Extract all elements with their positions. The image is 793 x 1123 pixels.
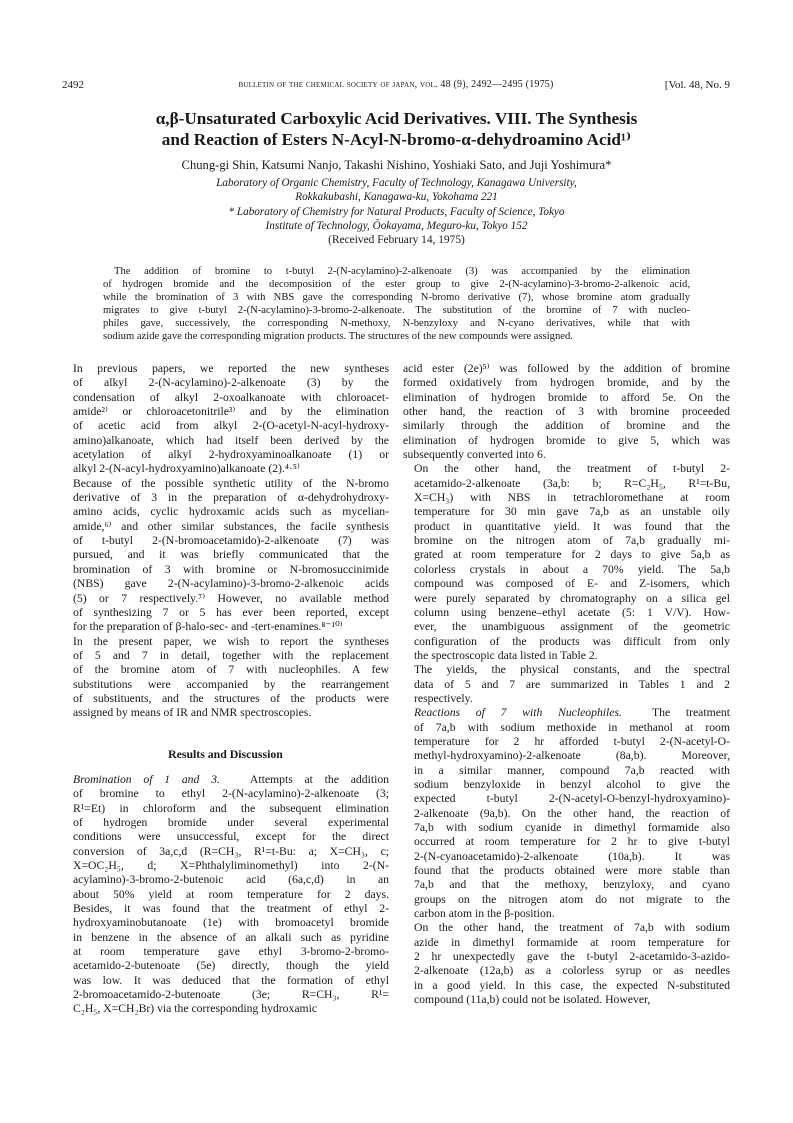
text-line: product in quantitative yield. It was found that the xyxy=(414,519,730,533)
text-line: were purely separated by chromatography on a silica gel xyxy=(414,591,730,605)
text-line: On the other hand, the treatment of 7a,b with sodium xyxy=(414,921,730,935)
text-line: of acetic acid from alkyl 2-(O-acetyl-N-acyl-hydroxy- xyxy=(73,419,389,433)
text-line: R¹=Et) in chloroform and the subsequent elimination xyxy=(73,801,389,815)
title-line-2: and Reaction of Esters N-Acyl-N-bromo-α-dehydroamino Acid¹⁾ xyxy=(161,130,632,149)
text-line: of substituents, and the structures of the products were xyxy=(73,691,389,705)
text-line: In previous papers, we reported the new syntheses xyxy=(73,362,389,375)
text-line: substitutions were accompanied by the rearrangement xyxy=(73,677,389,691)
affiliation-line: Institute of Technology, Ōokayama, Meguro-ku, Tokyo 152 xyxy=(265,220,528,232)
article-title xyxy=(70,108,723,150)
text-line: X=OC₂H₅, d; X=Phthalyliminomethyl) into 2-(N- xyxy=(73,859,389,872)
text-line: (NBS) gave 2-(N-acylamino)-3-bromo-2-alkenoic acids xyxy=(73,577,389,591)
text-line: of alkyl 2-(N-acylamino)-2-alkenoate (3) by the xyxy=(73,376,389,390)
text-line: conversion of 3a,c,d (R=CH₃, R¹=t-Bu: a; X=CH₃, c; xyxy=(73,844,389,858)
abstract-line: sodium azide gave the corresponding migration products. The structures of the new compounds were assigned. xyxy=(103,331,573,343)
abstract-line: philes gave, successively, the corresponding N-methoxy, N-benzyloxy and N-cyano derivatives, while that with xyxy=(103,318,690,330)
text-line: configuration of the products was difficult from only xyxy=(414,634,730,648)
text-line: 7a,b with sodium cyanide in dimethyl formamide also xyxy=(414,821,730,834)
text-line: C₂H₅, X=CH₂Br) via the corresponding hydroxamic xyxy=(73,1002,318,1016)
text-line: derivative of 3 in the preparation of α-dehydrohydroxy- xyxy=(73,491,389,505)
text-line: occurred at room temperature for 2 hr to give t-butyl xyxy=(414,835,730,849)
affiliation-line: Laboratory of Organic Chemistry, Faculty of Technology, Kanagawa University, xyxy=(216,177,577,189)
text-line: other hand, the reaction of 3 with bromine proceeded xyxy=(403,405,730,419)
text-line: formed oxidatively from hydrogen bromide, and by the xyxy=(403,376,730,390)
text-line: of bromine to ethyl 2-(N-acylamino)-2-alkenoate (3; xyxy=(73,787,389,801)
paragraph-intro-2 xyxy=(62,477,389,635)
text-line: bromine on the nitrogen atom of 7a,b gradually mi- xyxy=(414,534,730,548)
text-line: alkyl 2-(N-acyl-hydroxyamino)alkanoate (2).⁴·⁵⁾ xyxy=(73,462,300,476)
text-line: 2 hr unexpectedly gave the t-butyl 2-acetamido-3-azido- xyxy=(414,950,730,964)
text-line: of 7a,b with sodium methoxide in methanol at room xyxy=(414,720,730,734)
text-line: at room temperature gave ethyl 3-bromo-2-bromo- xyxy=(73,945,389,959)
text-line: 7a,b and that the methoxy, benzyloxy, and cyano xyxy=(414,878,730,892)
page-number: 2492 xyxy=(62,79,84,91)
text-line: expected t-butyl 2-(N-acetyl-O-benzyl-hydroxyamino)- xyxy=(414,792,730,806)
text-line: Because of the possible synthetic utility of the N-bromo xyxy=(73,476,389,490)
affiliation-primary xyxy=(60,176,733,204)
text-line: groups on the nitrogen atom do not migrate to the xyxy=(414,892,730,906)
running-head xyxy=(62,79,730,95)
text-line: amino acids, cyclic hydroxamic acids such as mycelian- xyxy=(73,505,389,519)
abstract-line: The addition of bromine to t-butyl 2-(N-acylamino)-2-alkenoate (3) was accompanied by the elimination xyxy=(114,266,690,277)
abstract-line: of hydrogen bromide and the decomposition of the ester group to give 2-(N-acylamino)-3-bromo-2-alkenoic acid, xyxy=(103,279,690,291)
text-line: 2-alkenoate (9a,b). On the other hand, the reaction of xyxy=(414,806,730,820)
run-in-heading: Bromination of 1 and 3. xyxy=(73,772,220,786)
text-line: acetamido-2-butenoate (5e) directly, though the yield xyxy=(73,959,389,973)
paragraph-intro-1 xyxy=(62,362,389,477)
text-line: amide²⁾ or chloroacetonitrile³⁾ and by the elimination xyxy=(73,405,389,419)
text-line: in a similar manner, compound 7a,b reacted with xyxy=(414,763,730,777)
text-line: for the preparation of β-halo-sec- and -tert-enamines.⁸⁻¹⁰⁾ xyxy=(73,620,343,634)
text-line: about 50% yield at room temperature for 2 days. xyxy=(73,887,389,901)
right-column xyxy=(403,362,730,1007)
text-line: acid ester (2e)⁵⁾ was followed by the addition of bromine xyxy=(403,362,730,375)
received-date: (Received February 14, 1975) xyxy=(328,234,465,246)
paragraph-continued xyxy=(403,362,730,462)
text-line: Besides, it was found that the treatment of ethyl 2- xyxy=(73,902,389,916)
paragraph-bromination xyxy=(62,773,389,1017)
affiliation-line: * Laboratory of Chemistry for Natural Products, Faculty of Science, Tokyo xyxy=(228,206,565,218)
text-line: data of 5 and 7 are summarized in Tables 1 and 2 xyxy=(414,677,730,691)
paragraph-nbs-treatment xyxy=(403,462,730,663)
paragraph-azide xyxy=(403,921,730,1007)
section-heading: Results and Discussion xyxy=(168,746,283,761)
text-line: acylamino)-3-bromo-2-butenoic acid (6a,c,d) in an xyxy=(73,873,389,887)
text-line: of t-butyl 2-(N-bromoacetamido)-2-alkenoate (7) was xyxy=(73,534,389,548)
text-line: Bromination of 1 and 3. Attempts at the addition xyxy=(73,772,390,786)
text-line: elimination of hydrogen bromide to afford 5e. On the xyxy=(403,390,730,404)
text-line: compound (11a,b) could not be isolated. However, xyxy=(414,993,651,1007)
text-line: elimination of hydrogen bromide to give 5, which was xyxy=(403,433,730,447)
text-line: in benzene in the absence of an alkali such as pyridine xyxy=(73,930,389,944)
text-line: carbon atom in the β-position. xyxy=(414,907,555,921)
text-line: colorless crystals in about a 70% yield. The 5a,b xyxy=(414,562,730,576)
text-line: sodium benzyloxide in benzyl alcohol to give the xyxy=(414,777,730,791)
text-line: assigned by means of IR and NMR spectroscopies. xyxy=(73,706,312,720)
text-line: amide,⁶⁾ and other similar substances, the facile synthesis xyxy=(73,519,389,533)
abstract-line: migrates to give t-butyl 2-(N-acylamino)-3-bromo-2-alkenoate. The substitution of the bromine of 7 with nucleo- xyxy=(103,305,690,317)
text-line: 2-(N-cyanoacetamido)-2-alkenoate (10a,b). It was xyxy=(414,849,730,863)
text-line: respectively. xyxy=(414,691,473,705)
text-line: similarly through the addition of bromine and the xyxy=(403,419,730,433)
text-line: ever, the unambiguous assignment of the geometric xyxy=(414,620,730,634)
text-line: was low. It was deduced that the formation of ethyl xyxy=(73,973,389,987)
text-line: the spectroscopic data listed in Table 2. xyxy=(414,648,598,662)
text-line: found that the products obtained were more stable than xyxy=(414,864,730,878)
text-line: of 5 and 7 in detail, together with the replacement xyxy=(73,648,389,662)
text-line: The yields, the physical constants, and the spectral xyxy=(414,663,730,677)
text-line: temperature for 30 min gave 7a,b as an unstable oily xyxy=(414,505,730,519)
volume-issue: [Vol. 48, No. 9 xyxy=(664,79,730,91)
text-line: compound was composed of E- and Z-isomers, which xyxy=(414,577,730,591)
text-line: acetylation of alkyl 2-hydroxyaminoalkanoate (1) or xyxy=(73,448,389,462)
affiliation-line: Rokkakubashi, Kanagawa-ku, Yokohama 221 xyxy=(295,191,498,203)
text-line: 2-alkenoate (12a,b) as a colorless syrup or as needles xyxy=(414,964,730,978)
journal-citation: bulletin of the chemical society of japan, vol. 48 (9), 2492—2495 (1975) xyxy=(238,79,554,90)
paragraph-intro-3 xyxy=(62,635,389,721)
text-line: pursued, and it was briefly communicated that the xyxy=(73,548,389,562)
abstract-line: while the bromination of 3 with NBS gave the corresponding N-bromo derivative (7), whose bromine atom gradually xyxy=(103,292,690,304)
author-list: Chung-gi Shin, Katsumi Nanjo, Takashi Nishino, Yoshiaki Sato, and Juji Yoshimura* xyxy=(181,158,612,172)
text-line: hydroxyaminobutanoate (1e) with bromoacetyl bromide xyxy=(73,916,389,930)
text-line: bromination of 3 with bromine or N-bromosuccinimide xyxy=(73,562,389,576)
text-line: of hydrogen bromide under several experimental xyxy=(73,815,389,829)
text-line: amino)alkanoate, which had itself been derived by the xyxy=(73,433,389,447)
text-line: On the other hand, the treatment of t-butyl 2- xyxy=(414,462,730,476)
text-line: in a good yield. In this case, the expected N-substituted xyxy=(414,978,730,992)
text-line: In the present paper, we wish to report the syntheses xyxy=(73,634,389,648)
text-line: temperature for 2 hr afforded t-butyl 2-(N-acetyl-O- xyxy=(414,734,730,748)
text-line: methyl-hydroxyamino)-2-alkenoate (8a,b). Moreover, xyxy=(414,749,730,763)
text-line: azide in dimethyl formamide at room temperature for xyxy=(414,935,730,949)
title-line-1: α,β-Unsaturated Carboxylic Acid Derivatives. VIII. The Synthesis xyxy=(155,109,638,128)
text-line: of the bromine atom of 7 with nucleophiles. A few xyxy=(73,663,389,677)
text-line: subsequently converted into 6. xyxy=(403,448,546,462)
text-line: grated at room temperature for 2 days to give 5a,b as xyxy=(414,548,730,562)
abstract xyxy=(103,265,690,344)
text-line: acetamido-2-alkenoate (3a,b: b; R=C₂H₅, R¹=t-Bu, xyxy=(414,476,730,490)
paragraph-nucleophiles xyxy=(403,706,730,921)
left-column xyxy=(62,362,389,1017)
text-line: X=CH₃) with NBS in tetrachloromethane at room xyxy=(414,491,730,505)
text-line: condensation of alkyl 2-oxoalkanoate with chloroacet- xyxy=(73,390,389,404)
text-line: of synthesizing 7 or 5 has ever been reported, except xyxy=(73,605,389,619)
run-in-heading: Reactions of 7 with Nucleophiles. xyxy=(414,706,622,720)
affiliation-secondary xyxy=(60,205,733,233)
text-line: 2-bromoacetamido-2-butenoate (3e; R=CH₃, R¹= xyxy=(73,988,389,1002)
text-line: column using benzene–ethyl acetate (5: 1 V/V). How- xyxy=(414,605,730,619)
paragraph-yields xyxy=(403,663,730,706)
text-line: (5) or 7 respectively.⁷⁾ However, no available method xyxy=(73,591,389,605)
text-line: Reactions of 7 with Nucleophiles. The treatment xyxy=(414,706,730,720)
text-line: conditions were unsuccessful, except for the direct xyxy=(73,830,389,844)
